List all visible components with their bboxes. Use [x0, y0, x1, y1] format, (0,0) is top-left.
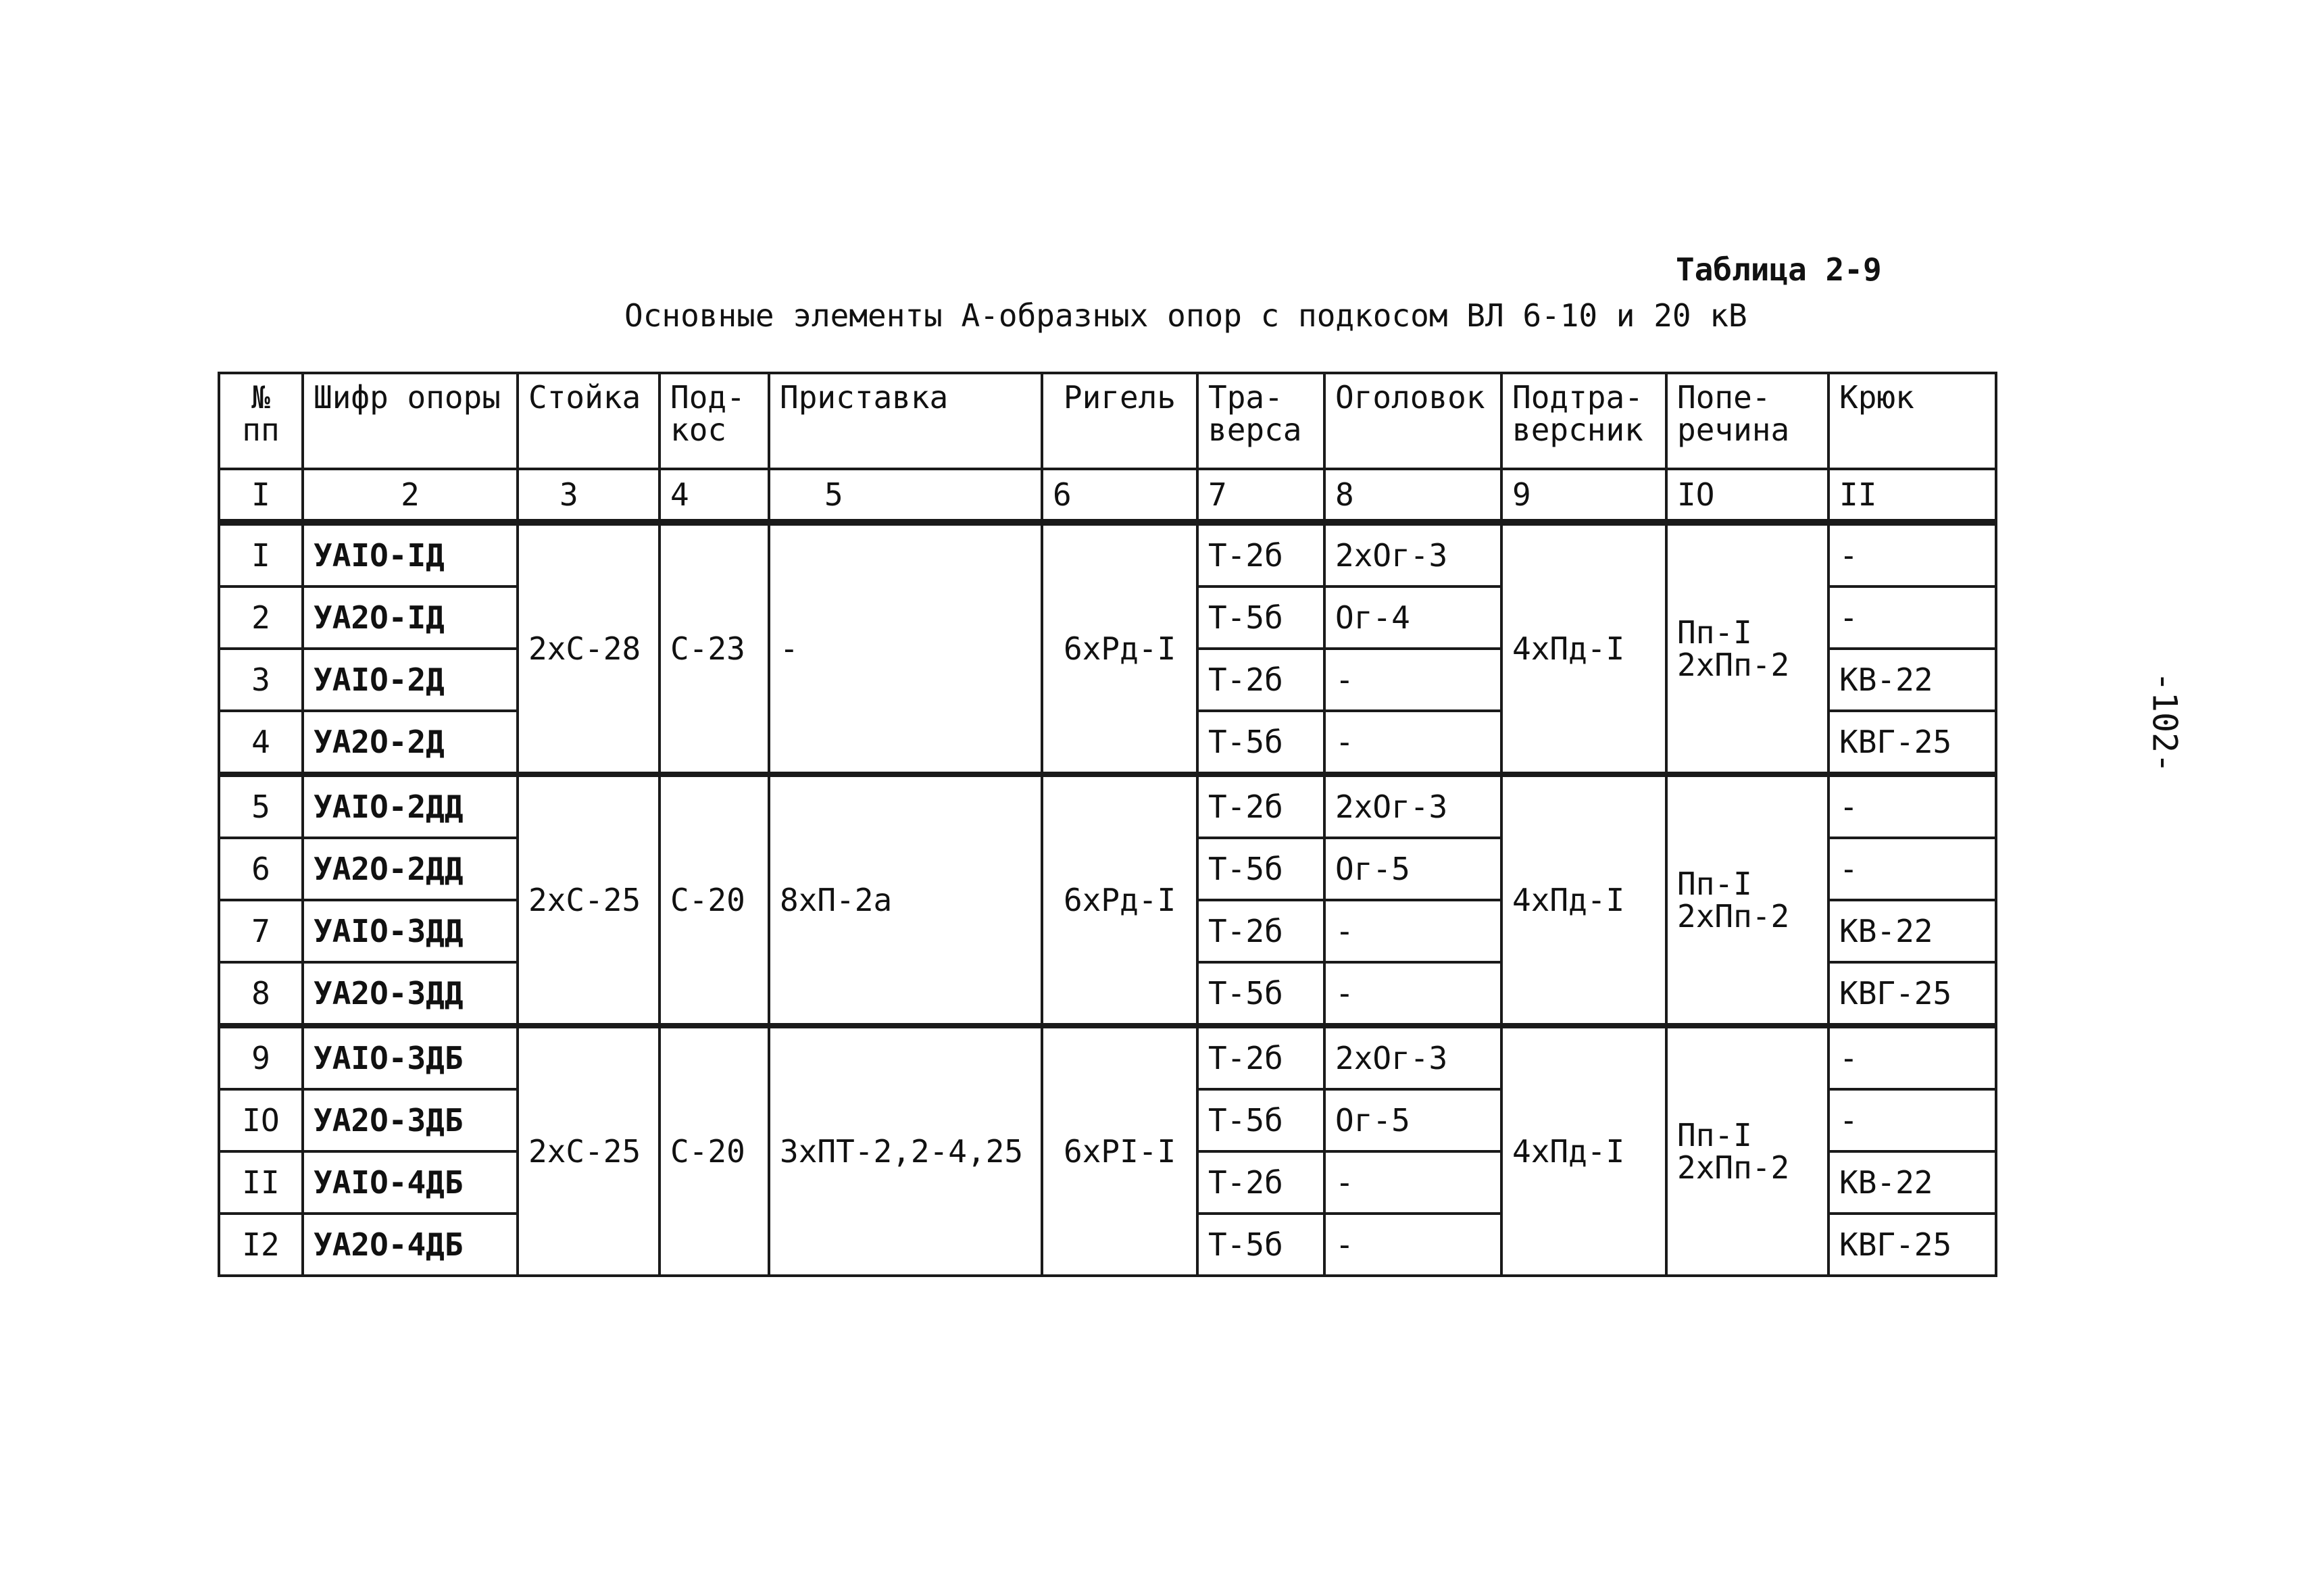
group-post: 2хС-25 [518, 774, 659, 1026]
row-number: II [219, 1151, 303, 1214]
row-number: IO [219, 1089, 303, 1151]
row-number: I2 [219, 1214, 303, 1276]
traverse: Т-5б [1197, 1089, 1324, 1151]
hook: - [1828, 774, 1996, 838]
column-header-line: пп [242, 412, 280, 449]
column-number: 9 [1501, 469, 1666, 522]
head-piece: Ог-5 [1324, 1089, 1501, 1151]
support-code: УАIО-3ДБ [303, 1026, 518, 1089]
group-crossbar: 6хРд-I [1042, 774, 1197, 1026]
column-header-line: Крюк [1839, 379, 1914, 416]
column-header [1324, 373, 1501, 469]
traverse: Т-5б [1197, 838, 1324, 900]
head-piece: - [1324, 711, 1501, 774]
group-brace: С-23 [659, 522, 769, 774]
group-brace: С-20 [659, 774, 769, 1026]
hook: КВГ-25 [1828, 711, 1996, 774]
support-code: УАIО-3ДД [303, 900, 518, 962]
column-header-line: Ригель [1063, 379, 1176, 416]
head-piece: - [1324, 900, 1501, 962]
group-post: 2хС-28 [518, 522, 659, 774]
page-number: -102- [2145, 671, 2185, 774]
column-header-line: Шифр опоры [314, 379, 501, 416]
head-piece: 2хОг-3 [1324, 774, 1501, 838]
traverse: Т-5б [1197, 1214, 1324, 1276]
column-number: 4 [659, 469, 769, 522]
support-code: УА2О-2Д [303, 711, 518, 774]
head-piece: Ог-5 [1324, 838, 1501, 900]
table-label: Таблица 2-9 [1676, 251, 1882, 288]
column-header-line: версник [1512, 412, 1643, 449]
head-piece: - [1324, 649, 1501, 711]
support-code: УА2О-3ДД [303, 962, 518, 1026]
group-crosspiece [1666, 1026, 1828, 1276]
group-crossbar: 6хРI-I [1042, 1026, 1197, 1276]
row-number: 2 [219, 587, 303, 649]
column-number: 3 [518, 469, 659, 522]
traverse: Т-2б [1197, 774, 1324, 838]
column-header-line: речина [1677, 412, 1790, 449]
column-header-line: верса [1208, 412, 1302, 449]
group-subtraverse: 4хПд-I [1501, 522, 1666, 774]
column-header-line: Стойка [528, 379, 641, 416]
column-header [1828, 373, 1996, 469]
column-header-line: Оголовок [1335, 379, 1485, 416]
column-header [518, 373, 659, 469]
column-number-row [219, 469, 1996, 522]
group-crosspiece [1666, 774, 1828, 1026]
column-header [1666, 373, 1828, 469]
crosspiece-line: Пп-I [1677, 1116, 1752, 1153]
row-number: 3 [219, 649, 303, 711]
support-code: УАIО-4ДБ [303, 1151, 518, 1214]
hook: КВ-22 [1828, 900, 1996, 962]
row-number: 8 [219, 962, 303, 1026]
support-code: УАIО-2ДД [303, 774, 518, 838]
crosspiece-line: 2хПп-2 [1677, 898, 1790, 934]
support-code: УА2О-2ДД [303, 838, 518, 900]
group-crosspiece [1666, 522, 1828, 774]
column-header-line: Тра- [1208, 379, 1283, 416]
traverse: Т-5б [1197, 711, 1324, 774]
row-number: 4 [219, 711, 303, 774]
row-number: 9 [219, 1026, 303, 1089]
support-code: УА2О-IД [303, 587, 518, 649]
column-header [769, 373, 1042, 469]
traverse: Т-2б [1197, 649, 1324, 711]
column-number: IO [1666, 469, 1828, 522]
column-header-line: № [251, 379, 270, 416]
column-header-line: Попе- [1677, 379, 1771, 416]
group-brace: С-20 [659, 1026, 769, 1276]
column-header-line: кос [670, 412, 727, 449]
traverse: Т-2б [1197, 1026, 1324, 1089]
row-number: I [219, 522, 303, 587]
crosspiece-line: Пп-I [1677, 614, 1752, 651]
hook: - [1828, 587, 1996, 649]
head-piece: Ог-4 [1324, 587, 1501, 649]
elements-table [218, 372, 1997, 1277]
hook: - [1828, 1089, 1996, 1151]
column-number: 6 [1042, 469, 1197, 522]
table-row [219, 774, 1996, 838]
crosspiece-line: 2хПп-2 [1677, 1149, 1790, 1186]
traverse: Т-2б [1197, 1151, 1324, 1214]
support-code: УАIО-2Д [303, 649, 518, 711]
support-code: УА2О-3ДБ [303, 1089, 518, 1151]
group-attachment: 3хПТ-2,2-4,25 [769, 1026, 1042, 1276]
row-number: 7 [219, 900, 303, 962]
head-piece: 2хОг-3 [1324, 522, 1501, 587]
column-header [659, 373, 769, 469]
support-code: УАIО-IД [303, 522, 518, 587]
hook: КВГ-25 [1828, 1214, 1996, 1276]
hook: - [1828, 838, 1996, 900]
row-number: 5 [219, 774, 303, 838]
column-header-line: Подтра- [1512, 379, 1643, 416]
column-header-line: Приставка [780, 379, 949, 416]
head-piece: - [1324, 1214, 1501, 1276]
group-attachment: - [769, 522, 1042, 774]
head-piece: 2хОг-3 [1324, 1026, 1501, 1089]
group-attachment: 8хП-2а [769, 774, 1042, 1026]
column-header [219, 373, 303, 469]
hook: КВ-22 [1828, 649, 1996, 711]
column-number: 2 [303, 469, 518, 522]
hook: КВ-22 [1828, 1151, 1996, 1214]
column-header [1042, 373, 1197, 469]
head-piece: - [1324, 962, 1501, 1026]
support-code: УА2О-4ДБ [303, 1214, 518, 1276]
head-piece: - [1324, 1151, 1501, 1214]
column-number: 7 [1197, 469, 1324, 522]
column-header [1197, 373, 1324, 469]
column-number: I [219, 469, 303, 522]
column-header-line: Под- [670, 379, 745, 416]
group-subtraverse: 4хПд-I [1501, 774, 1666, 1026]
column-number: 5 [769, 469, 1042, 522]
column-header [303, 373, 518, 469]
hook: - [1828, 1026, 1996, 1089]
traverse: Т-5б [1197, 587, 1324, 649]
hook: - [1828, 522, 1996, 587]
group-subtraverse: 4хПд-I [1501, 1026, 1666, 1276]
traverse: Т-2б [1197, 522, 1324, 587]
column-header [1501, 373, 1666, 469]
table-row [219, 522, 1996, 587]
header-row [219, 373, 1996, 469]
traverse: Т-2б [1197, 900, 1324, 962]
table-row [219, 1026, 1996, 1089]
crosspiece-line: Пп-I [1677, 865, 1752, 902]
crosspiece-line: 2хПп-2 [1677, 647, 1790, 683]
traverse: Т-5б [1197, 962, 1324, 1026]
group-crossbar: 6хРд-I [1042, 522, 1197, 774]
column-number: 8 [1324, 469, 1501, 522]
table-caption: Основные элементы А-образных опор с подкосом ВЛ 6-10 и 20 кВ [624, 297, 1747, 334]
column-number: II [1828, 469, 1996, 522]
row-number: 6 [219, 838, 303, 900]
hook: КВГ-25 [1828, 962, 1996, 1026]
group-post: 2хС-25 [518, 1026, 659, 1276]
